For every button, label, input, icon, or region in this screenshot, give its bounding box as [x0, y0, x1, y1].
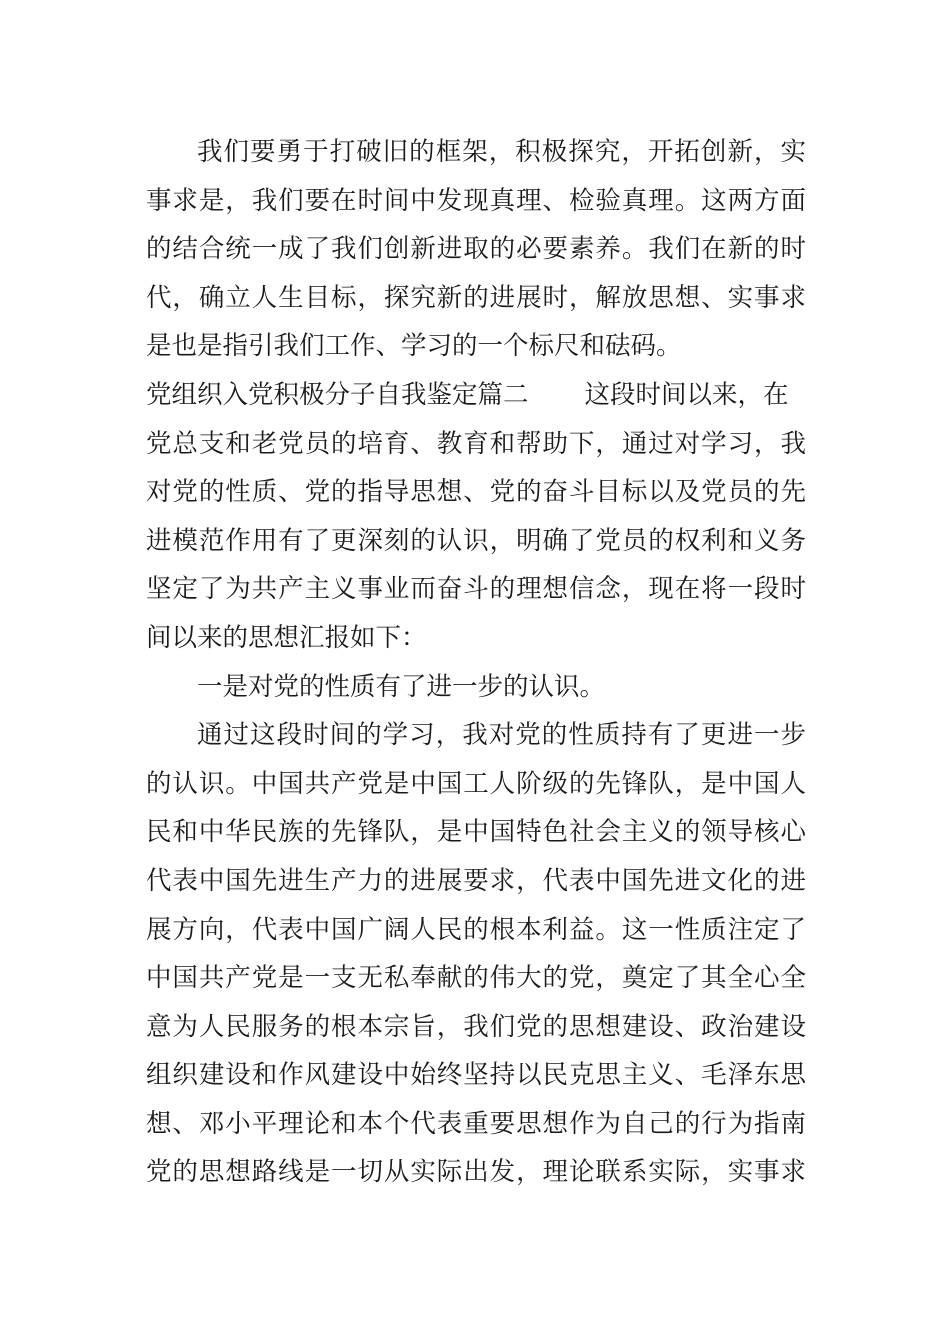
text-line: 代，确立人生目标，探究新的进展时，解放思想、实事求: [146, 282, 806, 313]
heading-line: [146, 371, 806, 420]
text-line: 的认识。中国共产党是中国工人阶级的先锋队，是中国人: [146, 768, 806, 799]
text-line: 组织建设和作风建设中始终坚持以民克思主义、毛泽东思: [146, 1060, 806, 1091]
section-heading: 党组织入党积极分子自我鉴定篇二: [146, 379, 529, 410]
text-line: 想、邓小平理论和本个代表重要思想作为自己的行为指南: [146, 1108, 806, 1139]
text-line: 党总支和老党员的培育、教育和帮助下，通过对学习，我: [146, 428, 806, 459]
text-line: 中国共产党是一支无私奉献的伟大的党，奠定了其全心全: [146, 963, 806, 994]
paragraph-1: [146, 128, 806, 371]
text-line: 民和中华民族的先锋队，是中国特色社会主义的领导核心: [146, 817, 806, 848]
text-line: 一是对党的性质有了进一步的认识。: [197, 671, 606, 702]
document-body: [146, 128, 806, 1197]
text-line: 的结合统一成了我们创新进取的必要素养。我们在新的时: [146, 234, 806, 265]
text-segment: 这段时间以来，在: [584, 379, 789, 410]
paragraph-2: [146, 371, 806, 663]
text-line: 进模范作用有了更深刻的认识，明确了党员的权利和义务: [146, 525, 806, 556]
text-line: 通过这段时间的学习，我对党的性质持有了更进一步: [197, 720, 806, 751]
text-line: 是也是指引我们工作、学习的一个标尺和砝码。: [146, 331, 682, 362]
text-line: 我们要勇于打破旧的框架，积极探究，开拓创新，实: [197, 137, 806, 167]
text-line: 党的思想路线是一切从实际出发，理论联系实际，实事求: [146, 1157, 806, 1188]
text-line: 展方向，代表中国广阔人民的根本利益。这一性质注定了: [146, 914, 806, 945]
text-line: 对党的性质、党的指导思想、党的奋斗目标以及党员的先: [146, 477, 806, 508]
text-line: 代表中国先进生产力的进展要求，代表中国先进文化的进: [146, 865, 806, 896]
paragraph-4: [146, 711, 806, 1197]
text-line: 意为人民服务的根本宗旨，我们党的思想建设、政治建设: [146, 1011, 806, 1042]
text-line: 间以来的思想汇报如下：: [146, 622, 427, 653]
paragraph-3: [146, 663, 806, 712]
text-line: 坚定了为共产主义事业而奋斗的理想信念，现在将一段时: [146, 574, 806, 605]
text-line: 事求是，我们要在时间中发现真理、检验真理。这两方面: [146, 185, 806, 216]
